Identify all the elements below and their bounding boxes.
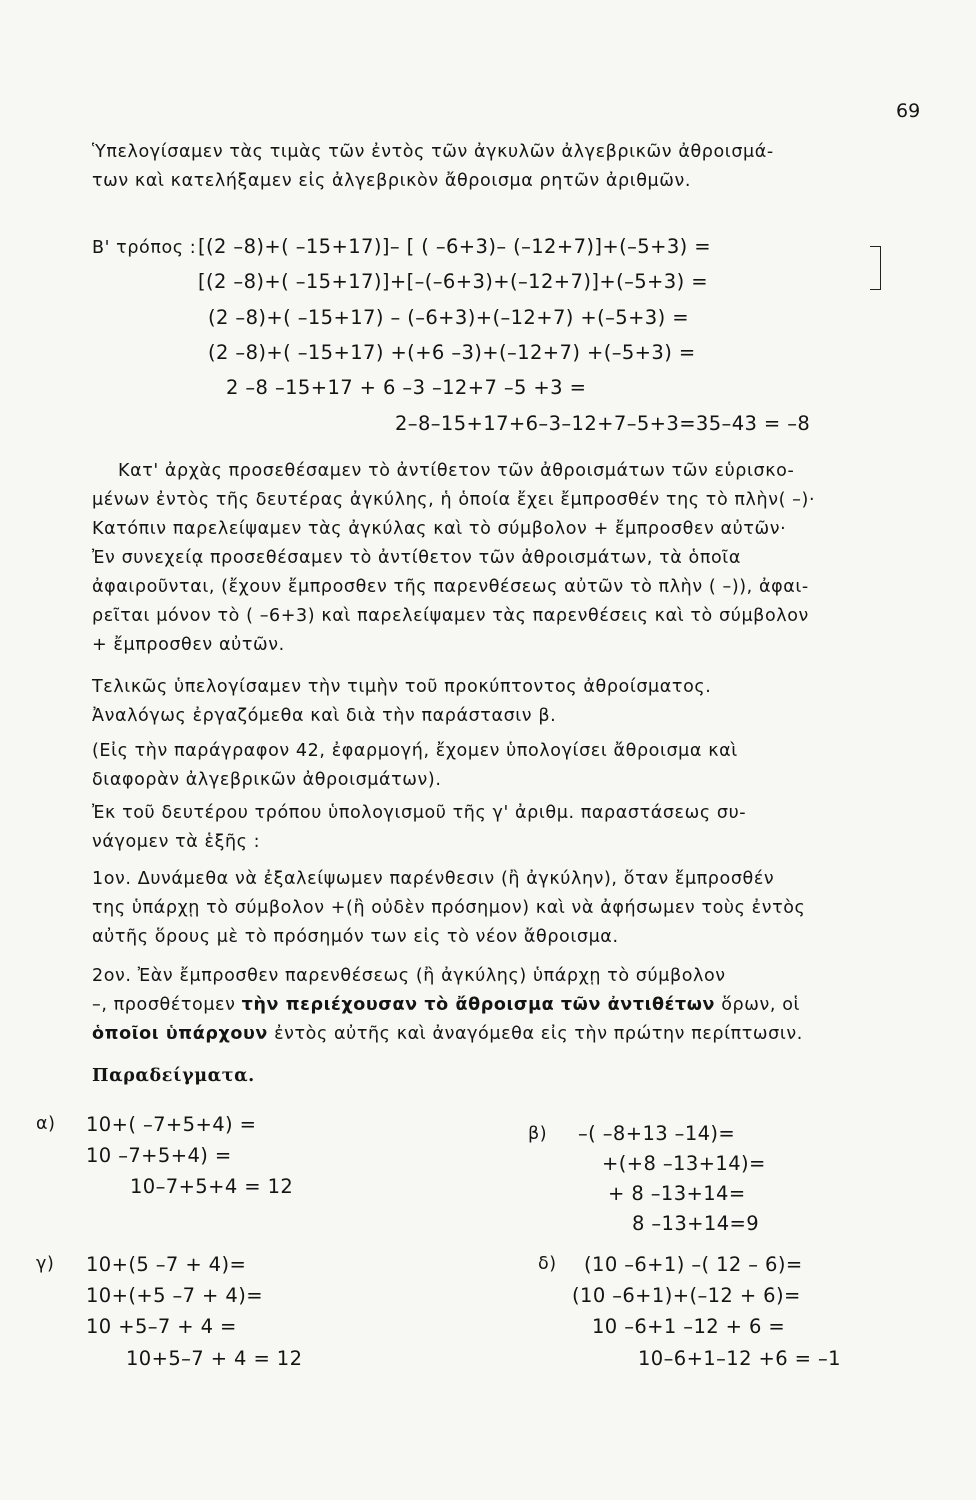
analogous-line: Ἀναλόγως ἐργαζόμεθα καὶ διὰ τὴν παράστασιν β.	[92, 706, 557, 726]
rule-2-bold-text: τὴν περιέχουσαν τὸ ἄθροισμα τῶν ἀντιθέτων	[241, 995, 716, 1015]
finally-paragraph	[92, 673, 926, 731]
method-line: (2 –8)+( –15+17) +(+6 –3)+(–12+7) +(–5+3) =	[208, 341, 696, 364]
example-b-line: + 8 –13+14=	[608, 1182, 746, 1205]
explanation-line: Κατ' ἀρχὰς προσεθέσαμεν τὸ ἀντίθετον τῶν ἀθροισμάτων τῶν εὑρισκο-	[118, 461, 795, 481]
method-line: 2 –8 –15+17 + 6 –3 –12+7 –5 +3 =	[226, 376, 587, 399]
conclusion-paragraph	[92, 799, 926, 857]
rule-2-text: –, προσθέτομεν	[92, 995, 236, 1015]
intro-line: των καὶ κατελήξαμεν εἰς ἀλγεβρικὸν ἄθροισμα ρητῶν ἀριθμῶν.	[92, 171, 692, 191]
explanation-line: ἀφαιροῦνται, (ἔχουν ἔμπροσθεν τῆς παρενθέσεως αὐτῶν τὸ πλὴν ( –)), ἀφαι-	[92, 577, 809, 597]
rule-2-line	[92, 1020, 926, 1049]
explanation-line: Ἐν συνεχείᾳ προσεθέσαμεν τὸ ἀντίθετον τῶν ἀθροισμάτων, τὰ ὁποῖα	[92, 548, 741, 568]
method-line: [(2 –8)+( –15+17)]– [ ( –6+3)– (–12+7)]+(–5+3) =	[198, 235, 712, 258]
example-d-line: (10 –6+1)+(–12 + 6)=	[572, 1284, 801, 1307]
rule-1-paragraph	[92, 865, 926, 952]
explanation-line: ρεῖται μόνον τὸ ( –6+3) καὶ παρελείψαμεν τὰς παρενθέσεις καὶ τὸ σύμβολον	[92, 606, 809, 626]
example-a-line: 10+( –7+5+4) =	[86, 1113, 257, 1136]
example-d-line: 10–6+1–12 +6 = –1	[638, 1347, 841, 1370]
rule-2-text: ἐντὸς αὐτῆς καὶ ἀναγόμεθα εἰς τὴν πρώτην περίπτωσιν.	[274, 1024, 803, 1044]
example-d-line: (10 –6+1) –( 12 – 6)=	[584, 1253, 803, 1276]
example-d-label: δ)	[538, 1254, 557, 1274]
explanation-line: μένων ἐντὸς τῆς δευτέρας ἀγκύλης, ἡ ὁποία ἔχει ἔμπροσθέν της τὸ πλὴν( –)·	[92, 490, 816, 510]
rule-1-line: 1ον. Δυνάμεθα νὰ ἐξαλείψωμεν παρένθεσιν (ἢ ἀγκύλην), ὅταν ἔμπροσθέν	[92, 869, 775, 889]
example-c-line: 10+5–7 + 4 = 12	[126, 1347, 303, 1370]
example-b-line: –( –8+13 –14)=	[578, 1122, 736, 1145]
bracket-mark	[870, 246, 881, 290]
example-d-line: 10 –6+1 –12 + 6 =	[592, 1315, 786, 1338]
finally-line: Τελικῶς ὑπελογίσαμεν τὴν τιμὴν τοῦ προκύπτοντος ἀθροίσματος.	[92, 677, 712, 697]
method-line: [(2 –8)+( –15+17)]+[–(–6+3)+(–12+7)]+(–5+3) =	[198, 270, 708, 293]
conclusion-line: Ἐκ τοῦ δευτέρου τρόπου ὑπολογισμοῦ τῆς γ' ἀριθμ. παραστάσεως συ-	[92, 803, 747, 823]
rule-2-paragraph	[92, 962, 926, 1049]
rule-1-line: αὐτῆς ὅρους μὲ τὸ πρόσημόν των εἰς τὸ νέον ἄθροισμα.	[92, 927, 619, 947]
examples-heading: Παραδείγματα.	[92, 1066, 255, 1086]
rule-2-text: ὅρων, οἱ	[721, 995, 801, 1015]
rule-2-line: 2ον. Ἐὰν ἔμπροσθεν παρενθέσεως (ἢ ἀγκύλης) ὑπάρχῃ τὸ σύμβολον	[92, 966, 726, 986]
method-line: 2–8–15+17+6–3–12+7–5+3=35–43 = –8	[395, 412, 811, 435]
explanation-paragraph	[92, 457, 926, 660]
intro-line: Ὑπελογίσαμεν τὰς τιμὰς τῶν ἐντὸς τῶν ἀγκυλῶν ἀλγεβρικῶν ἀθροισμά-	[92, 142, 774, 162]
reference-paragraph	[92, 737, 926, 795]
rule-1-line: της ὑπάρχῃ τὸ σύμβολον +(ἢ οὐδὲν πρόσημον) καὶ νὰ ἀφήσωμεν τοὺς ἐντὸς	[92, 898, 806, 918]
intro-paragraph	[92, 138, 926, 196]
reference-line: (Εἰς τὴν παράγραφον 42, ἐφαρμογή, ἔχομεν ὑπολογίσει ἄθροισμα καὶ	[92, 741, 738, 761]
example-c-line: 10+(5 –7 + 4)=	[86, 1253, 247, 1276]
conclusion-line: νάγομεν τὰ ἑξῆς :	[92, 832, 261, 852]
example-a-line: 10–7+5+4 = 12	[130, 1175, 294, 1198]
rule-2-line	[92, 991, 926, 1020]
method-line: (2 –8)+( –15+17) – (–6+3)+(–12+7) +(–5+3) =	[208, 306, 689, 329]
example-c-line: 10+(+5 –7 + 4)=	[86, 1284, 263, 1307]
example-c-label: γ)	[36, 1254, 55, 1274]
example-a-label: α)	[36, 1114, 56, 1134]
example-a-line: 10 –7+5+4) =	[86, 1144, 232, 1167]
explanation-line: Κατόπιν παρελείψαμεν τὰς ἀγκύλας καὶ τὸ σύμβολον + ἔμπροσθεν αὐτῶν·	[92, 519, 787, 539]
rule-2-bold-text: ὁποῖοι ὑπάρχουν	[92, 1024, 268, 1044]
example-b-label: β)	[528, 1124, 548, 1144]
example-b-line: +(+8 –13+14)=	[602, 1152, 766, 1175]
example-b-line: 8 –13+14=9	[632, 1212, 760, 1235]
example-c-line: 10 +5–7 + 4 =	[86, 1315, 237, 1338]
method-label: Β' τρόπος :	[92, 238, 197, 258]
explanation-line: + ἔμπροσθεν αὐτῶν.	[92, 635, 285, 655]
page-number: 69	[896, 100, 921, 122]
reference-line: διαφορὰν ἀλγεβρικῶν ἀθροισμάτων).	[92, 770, 442, 790]
